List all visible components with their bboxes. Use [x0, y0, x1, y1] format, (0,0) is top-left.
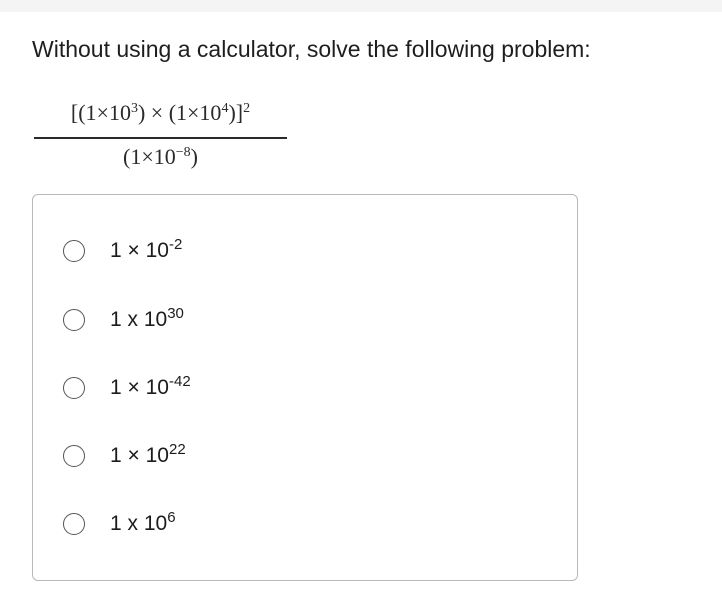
denominator-close: ) — [190, 144, 198, 169]
denominator-exponent: −8 — [175, 145, 191, 160]
radio-button-icon[interactable] — [63, 240, 85, 262]
question-prompt: Without using a calculator, solve the following problem: — [32, 36, 591, 62]
denominator-open: (1×10 — [123, 144, 176, 169]
option-base: 1 × 10 — [110, 376, 169, 399]
option-base: 1 × 10 — [110, 239, 169, 262]
numerator-exponent-1: 3 — [130, 101, 138, 116]
radio-button-icon[interactable] — [63, 445, 85, 467]
option-exponent: -42 — [168, 373, 191, 390]
fraction-bar — [34, 137, 287, 139]
option-base: 1 × 10 — [110, 444, 169, 467]
radio-button-icon[interactable] — [63, 377, 85, 399]
answer-option-1[interactable] — [63, 231, 363, 271]
option-base: 1 x 10 — [110, 308, 168, 331]
top-strip — [0, 0, 722, 12]
answer-option-5[interactable] — [63, 504, 363, 544]
option-label — [110, 373, 191, 400]
option-label — [110, 236, 183, 263]
option-exponent: -2 — [168, 236, 183, 253]
numerator-exponent-2: 4 — [221, 101, 229, 116]
option-exponent: 6 — [167, 509, 176, 526]
answer-options — [32, 194, 578, 581]
numerator-close: )] — [228, 100, 244, 125]
option-label — [110, 509, 176, 536]
numerator-open: [(1×10 — [70, 100, 131, 125]
fraction-numerator — [34, 96, 287, 130]
answer-option-2[interactable] — [63, 300, 363, 340]
option-exponent: 22 — [168, 441, 186, 458]
option-exponent: 30 — [167, 305, 184, 322]
numerator-outer-exponent: 2 — [243, 101, 251, 116]
answer-option-3[interactable] — [63, 368, 363, 408]
numerator-mid: ) × (1×10 — [137, 100, 222, 125]
option-label — [110, 305, 184, 332]
answer-option-4[interactable] — [63, 436, 363, 476]
fraction-denominator — [34, 140, 287, 174]
option-label — [110, 441, 186, 468]
radio-button-icon[interactable] — [63, 309, 85, 331]
radio-button-icon[interactable] — [63, 513, 85, 535]
option-base: 1 x 10 — [110, 512, 168, 535]
